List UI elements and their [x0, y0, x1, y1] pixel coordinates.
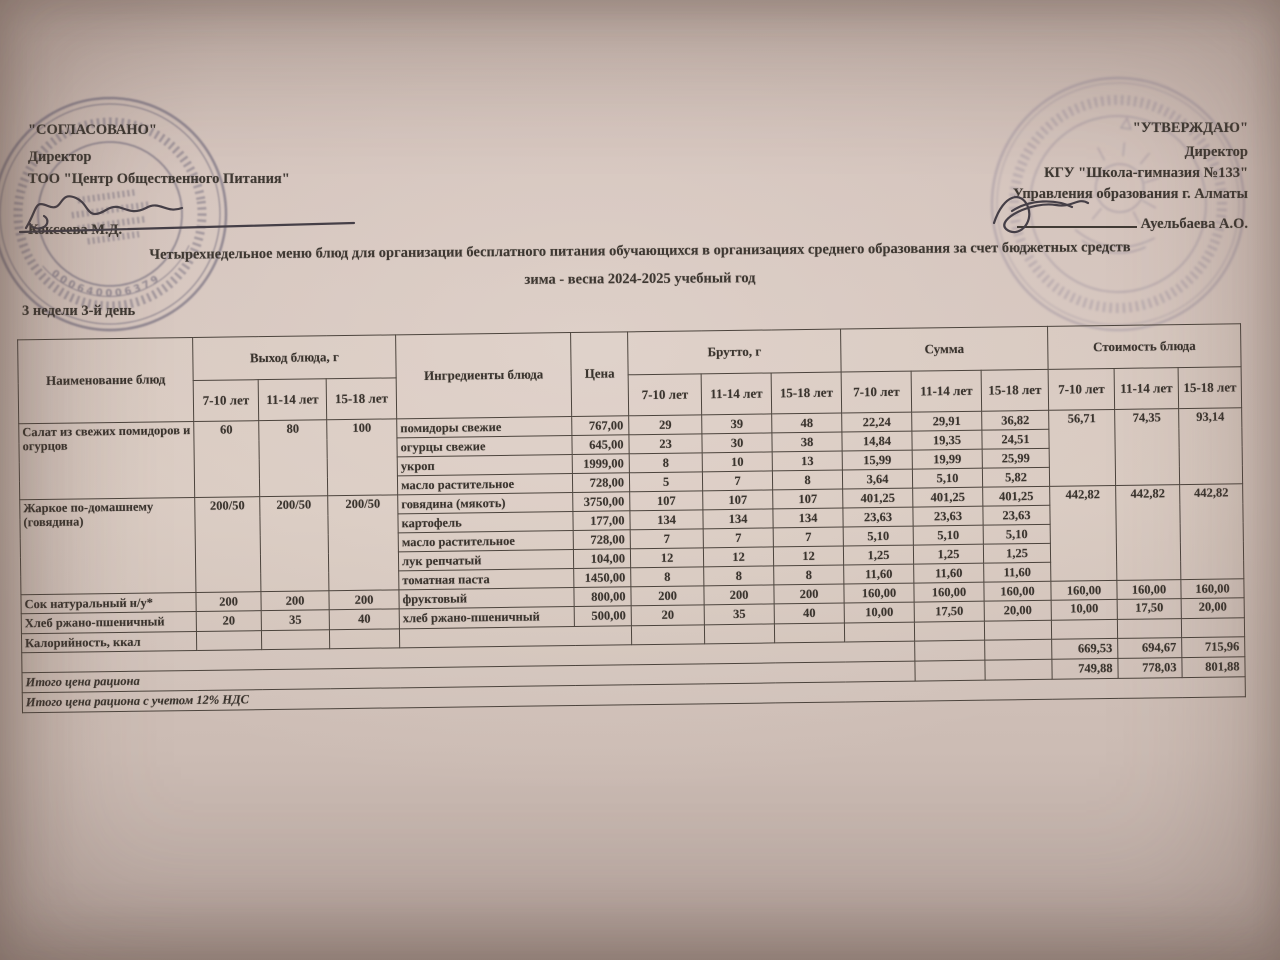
cost-cell: 160,00 — [1117, 580, 1181, 600]
brutto-cell: 20 — [631, 605, 704, 626]
output-cell: 200 — [196, 592, 261, 612]
brutto-cell: 200 — [704, 585, 774, 605]
age-header-cell: 7-10 лет — [1048, 368, 1115, 410]
ingredient-cell: томатная паста — [399, 569, 574, 590]
age-header-cell: 15-18 лет — [326, 378, 397, 420]
sum-cell: 5,82 — [982, 467, 1049, 487]
sum-cell: 5,10 — [843, 526, 913, 546]
sum-cell: 1,25 — [843, 545, 913, 565]
brutto-cell: 5 — [629, 472, 702, 492]
sum-cell: 23,63 — [913, 506, 983, 526]
output-cell: 200/50 — [195, 497, 261, 593]
brutto-cell: 12 — [773, 546, 843, 566]
signature-left — [14, 178, 394, 252]
sum-cell: 160,00 — [844, 583, 914, 603]
sum-cell: 1,25 — [983, 543, 1050, 563]
age-header-cell: 15-18 лет — [1178, 367, 1242, 409]
empty-cell — [915, 640, 985, 661]
svg-text:000640006379: 000640006379 — [49, 268, 164, 300]
col-header-name: Наименование блюд — [18, 338, 194, 424]
empty-cell — [984, 620, 1051, 640]
output-cell: 200 — [329, 590, 399, 610]
sum-cell: 23,63 — [843, 507, 913, 527]
brutto-cell: 30 — [702, 433, 772, 453]
menu-table — [17, 323, 1246, 713]
totals-label-cell: Итого цена рациона с учетом 12% НДС — [22, 677, 1245, 713]
cost-cell: 442,82 — [1180, 484, 1244, 580]
cost-cell: 17,50 — [1117, 599, 1181, 620]
cost-cell: 93,14 — [1179, 408, 1243, 485]
age-header-cell: 7-10 лет — [628, 374, 702, 416]
sum-cell: 401,25 — [843, 488, 913, 508]
price-cell: 800,00 — [574, 587, 631, 607]
brutto-cell: 134 — [703, 509, 773, 529]
sum-cell: 11,60 — [914, 563, 984, 583]
brutto-cell: 134 — [773, 508, 843, 528]
col-header-price: Цена — [571, 332, 629, 417]
sum-cell: 11,60 — [984, 562, 1051, 582]
menu-table-wrap — [17, 323, 1246, 713]
price-cell: 1999,00 — [572, 454, 629, 474]
dish-name-cell: Салат из свежих помидоров и огурцов — [19, 422, 195, 500]
ingredient-cell: огурцы свежие — [397, 436, 572, 457]
approval-left-name: Коксеева М.Д. — [28, 222, 123, 238]
sum-cell: 5,10 — [983, 524, 1050, 544]
sum-cell: 19,99 — [912, 449, 982, 469]
empty-cell — [914, 621, 984, 641]
output-cell: 80 — [259, 420, 328, 497]
brutto-cell: 8 — [704, 566, 774, 586]
output-cell: 40 — [329, 609, 399, 630]
sum-cell: 15,99 — [842, 450, 912, 470]
sum-cell: 401,25 — [913, 487, 983, 507]
sum-cell: 1,25 — [913, 544, 983, 564]
age-header-cell: 15-18 лет — [771, 372, 842, 414]
empty-cell — [1181, 618, 1244, 638]
brutto-cell: 8 — [631, 567, 704, 587]
approval-left-role: Директор — [28, 149, 92, 165]
brutto-cell: 12 — [703, 547, 773, 567]
output-cell: 35 — [261, 610, 329, 631]
empty-cell — [915, 660, 985, 681]
sum-cell: 3,64 — [842, 469, 912, 489]
brutto-cell: 35 — [704, 604, 774, 625]
empty-cell — [196, 631, 261, 651]
total-value-cell: 694,67 — [1118, 638, 1182, 659]
col-header-sum: Сумма — [841, 326, 1049, 372]
sum-cell: 5,10 — [912, 468, 982, 488]
brutto-cell: 40 — [774, 603, 844, 624]
approval-right-dept: Управления образования г. Алматы — [1012, 186, 1248, 202]
ingredient-cell: хлеб ржано-пшеничный — [399, 607, 574, 629]
empty-cell — [1117, 619, 1181, 639]
dish-name-cell: Сок натуральный н/у* — [21, 592, 196, 613]
sum-cell: 22,24 — [842, 412, 912, 432]
output-cell: 200 — [261, 591, 329, 611]
brutto-cell: 7 — [703, 528, 773, 548]
ingredient-cell: говядина (мякоть) — [398, 493, 573, 514]
dish-name-cell: Жаркое по-домашнему (говядина) — [20, 498, 196, 595]
ingredient-cell: картофель — [398, 512, 573, 533]
brutto-cell: 8 — [629, 453, 702, 473]
brutto-cell: 7 — [702, 471, 772, 491]
cost-cell: 74,35 — [1115, 409, 1180, 486]
price-cell: 1450,00 — [574, 568, 631, 588]
sum-cell: 23,63 — [983, 505, 1050, 525]
approval-right-role: Директор — [1184, 144, 1248, 160]
empty-cell — [985, 659, 1052, 680]
empty-cell — [261, 630, 329, 650]
calories-label-cell: Калорийность, ккал — [21, 631, 196, 652]
sum-cell: 160,00 — [984, 581, 1051, 601]
document-subtitle: зима - весна 2024-2025 учебный год — [524, 270, 756, 288]
brutto-cell: 13 — [772, 451, 842, 471]
sum-cell: 17,50 — [914, 601, 984, 622]
total-value-cell: 801,88 — [1182, 657, 1245, 678]
age-header-cell: 11-14 лет — [701, 373, 772, 415]
brutto-cell: 39 — [702, 414, 772, 434]
approval-left-org: ТОО "Центр Общественного Питания" — [28, 171, 290, 187]
price-cell: 177,00 — [573, 511, 630, 531]
brutto-cell: 12 — [630, 548, 703, 568]
approval-right-title: "УТВЕРЖДАЮ" — [1132, 120, 1248, 136]
ingredient-cell: укроп — [397, 455, 572, 476]
cost-cell: 20,00 — [1181, 598, 1244, 619]
cost-cell: 442,82 — [1116, 485, 1181, 581]
price-cell: 728,00 — [573, 530, 630, 550]
cost-cell: 160,00 — [1051, 580, 1117, 600]
sum-cell: 19,35 — [912, 430, 982, 450]
empty-cell — [844, 622, 914, 642]
age-header-cell: 7-10 лет — [193, 380, 259, 422]
approval-block-left — [28, 122, 388, 239]
cost-cell: 442,82 — [1050, 485, 1117, 581]
age-header-cell: 11-14 лет — [1114, 368, 1179, 410]
document-title: Четырехнедельное меню блюд для организации бесплатного питания обучающихся в организациях среднего образования за счет бюджетных средств — [149, 239, 1131, 263]
price-cell: 3750,00 — [573, 492, 630, 512]
output-cell: 20 — [196, 611, 261, 632]
output-cell: 200/50 — [328, 495, 399, 591]
cost-cell: 56,71 — [1049, 409, 1116, 486]
day-label: 3 недели 3-й день — [22, 303, 136, 319]
brutto-cell: 23 — [629, 434, 702, 454]
col-header-brutto: Брутто, г — [628, 329, 842, 375]
empty-cell — [985, 639, 1052, 660]
sum-cell: 36,82 — [982, 410, 1049, 430]
dish-name-cell: Хлеб ржано-пшеничный — [21, 611, 196, 633]
ingredient-cell: фруктовый — [399, 588, 574, 609]
output-cell: 60 — [194, 421, 260, 498]
col-header-ingredients: Ингредиенты блюда — [396, 333, 572, 419]
sum-cell: 160,00 — [914, 582, 984, 602]
brutto-cell: 107 — [630, 491, 703, 511]
brutto-cell: 7 — [630, 529, 703, 549]
empty-cell — [774, 623, 844, 643]
brutto-cell: 200 — [774, 584, 844, 604]
sum-cell: 5,10 — [913, 525, 983, 545]
approval-right-name-row — [788, 213, 1248, 233]
total-value-cell: 669,53 — [1052, 638, 1118, 659]
empty-cell — [1051, 619, 1117, 639]
approval-right-name: Ауельбаева А.О. — [1140, 216, 1248, 232]
sum-cell: 29,91 — [912, 411, 982, 431]
sum-cell: 401,25 — [983, 486, 1050, 506]
brutto-cell: 107 — [703, 490, 773, 510]
brutto-cell: 200 — [631, 586, 704, 606]
cost-cell: 160,00 — [1181, 579, 1244, 599]
price-cell: 104,00 — [573, 549, 630, 569]
age-header-cell: 15-18 лет — [981, 369, 1049, 411]
age-header-cell: 7-10 лет — [841, 371, 912, 413]
age-header-cell: 11-14 лет — [258, 379, 327, 421]
totals-label-cell: Итого цена рациона — [22, 661, 915, 693]
age-header-cell: 11-14 лет — [911, 370, 982, 412]
sum-cell: 20,00 — [984, 600, 1051, 621]
ingredient-cell: помидоры свежие — [397, 417, 572, 438]
brutto-cell: 29 — [629, 415, 702, 435]
price-cell: 645,00 — [572, 435, 629, 455]
sum-cell: 10,00 — [844, 602, 914, 623]
col-header-cost: Стоимость блюда — [1048, 324, 1242, 370]
empty-cell — [631, 625, 704, 645]
col-header-output: Выход блюда, г — [193, 335, 397, 381]
brutto-cell: 7 — [773, 527, 843, 547]
brutto-cell: 8 — [772, 470, 842, 490]
ingredient-cell: лук репчатый — [398, 550, 573, 571]
brutto-cell: 48 — [772, 413, 842, 433]
cost-cell: 10,00 — [1051, 599, 1117, 620]
sum-cell: 25,99 — [982, 448, 1049, 468]
price-cell: 728,00 — [572, 473, 629, 493]
price-cell: 500,00 — [574, 606, 631, 627]
brutto-cell: 38 — [772, 432, 842, 452]
empty-cell — [329, 629, 399, 649]
total-value-cell: 715,96 — [1182, 637, 1245, 658]
sum-cell: 11,60 — [844, 564, 914, 584]
empty-cell — [704, 624, 774, 644]
brutto-cell: 10 — [702, 452, 772, 472]
brutto-cell: 107 — [773, 489, 843, 509]
signature-right — [960, 171, 1130, 249]
sum-cell: 24,51 — [982, 429, 1049, 449]
total-value-cell: 778,03 — [1118, 658, 1182, 679]
sum-cell: 14,84 — [842, 431, 912, 451]
ingredient-cell: масло растительное — [397, 474, 572, 495]
approval-block-right — [788, 120, 1248, 233]
approval-left-title: "СОГЛАСОВАНО" — [28, 122, 157, 138]
output-cell: 200/50 — [260, 496, 329, 592]
output-cell: 100 — [327, 419, 398, 496]
total-value-cell: 749,88 — [1052, 658, 1118, 679]
brutto-cell: 8 — [774, 565, 844, 585]
approval-right-org: КГУ "Школа-гимназия №133" — [1044, 165, 1248, 181]
price-cell: 767,00 — [572, 416, 629, 436]
ingredient-cell: масло растительное — [398, 531, 573, 552]
brutto-cell: 134 — [630, 510, 703, 530]
